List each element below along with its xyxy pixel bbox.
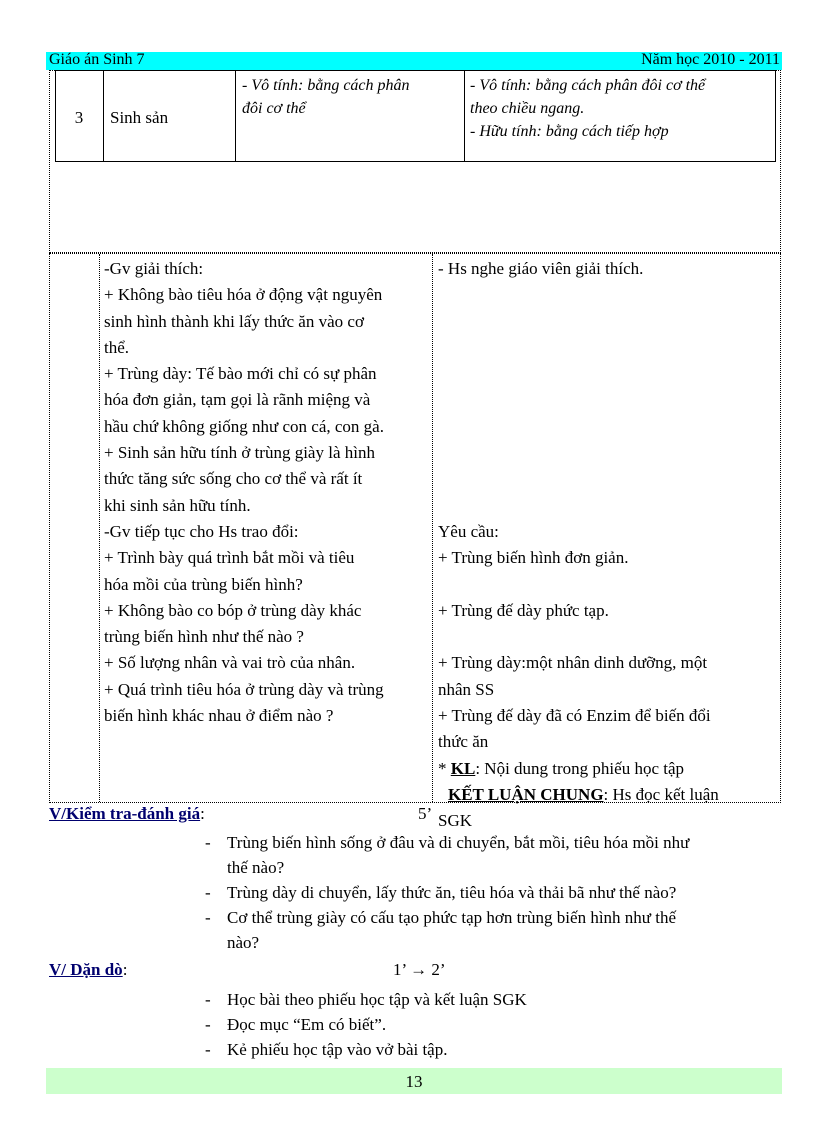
col-divider — [235, 71, 236, 161]
text-line: + Quá trình tiêu hóa ở trùng dày và trùng — [104, 679, 384, 699]
homework-title: V/ Dặn dò — [49, 960, 123, 979]
text-line: + Số lượng nhân và vai trò của nhân. — [104, 653, 356, 673]
text-line: trùng biến hình như thế nào ? — [104, 627, 304, 647]
question-item — [205, 880, 770, 905]
paramecium-reproduction — [470, 74, 705, 143]
col-divider — [464, 71, 465, 161]
conclusion-label: KẾT LUẬN CHUNG — [448, 784, 604, 804]
text-line: hầu chứ không giống như con cá, con gà. — [104, 416, 384, 436]
text-line: -Gv tiếp tục cho Hs trao đổi: — [104, 521, 299, 541]
assessment-colon: : — [200, 804, 205, 823]
text-line: khi sinh sản hữu tính. — [104, 495, 251, 515]
page-number: 13 — [46, 1068, 782, 1094]
homework-list — [205, 987, 770, 1062]
conclusion-line — [438, 782, 719, 808]
text-line — [438, 387, 719, 413]
col-divider — [103, 71, 104, 161]
text-line — [438, 572, 719, 598]
question-item — [205, 905, 770, 955]
question-line: - Trùng biến hình sống ở đâu và di chuyển, bắt mồi, tiêu hóa mồi như — [227, 833, 690, 852]
text-line: + Trùng đế dày đã có Enzim để biến đổi — [438, 706, 711, 726]
kl-label: KL — [450, 758, 476, 778]
text-line — [438, 361, 719, 387]
conclusion-text: : Hs đọc kết luận — [603, 784, 719, 804]
text-line: hóa đơn giản, tạm gọi là rãnh miệng và — [104, 390, 371, 410]
kl-prefix: * — [438, 758, 451, 778]
text-line: + Trình bày quá trình bắt mồi và tiêu — [104, 548, 355, 568]
amoeba-reproduction — [242, 74, 410, 120]
text-line: thể. — [104, 337, 130, 357]
question-line: nào? — [227, 933, 260, 952]
text-line: nhân SS — [438, 679, 495, 699]
header-year: Năm học 2010 - 2011 — [641, 51, 780, 68]
student-activity — [438, 256, 719, 835]
cell-line: - Vô tính: bằng cách phân đôi cơ thể — [470, 77, 706, 94]
kl-line — [438, 756, 719, 782]
text-line: sinh hình thành khi lấy thức ăn vào cơ — [104, 311, 364, 331]
homework-item: - Kẻ phiếu học tập vào vở bài tập. — [205, 1037, 770, 1062]
text-line: + Sinh sản hữu tính ở trùng giày là hình — [104, 443, 375, 463]
cell-line: đôi cơ thể — [242, 100, 306, 117]
text-line — [438, 624, 719, 650]
homework-heading — [49, 960, 127, 980]
text-line — [438, 493, 719, 519]
col-divider — [432, 254, 433, 802]
homework-time: 1’ → 2’ — [393, 960, 446, 979]
assessment-time: 5’ — [418, 804, 433, 823]
cell-line: - Vô tính: bằng cách phân — [242, 77, 410, 94]
question-line: - Cơ thể trùng giày có cấu tạo phức tạp hơn trùng biến hình như thế — [227, 908, 677, 927]
teacher-activity — [104, 256, 384, 729]
text-line: thức tăng sức sống cho cơ thể và rất ít — [104, 469, 363, 489]
homework-colon: : — [122, 960, 128, 979]
row-name: Sinh sản — [110, 108, 169, 127]
row-number: 3 — [74, 108, 84, 127]
text-line: hóa mồi của trùng biến hình? — [104, 574, 303, 594]
text-line: biến hình khác nhau ở điểm nào ? — [104, 706, 334, 726]
text-line: + Không bào co bóp ở trùng dày khác — [104, 600, 362, 620]
text-line — [438, 335, 719, 361]
text-line — [438, 414, 719, 440]
text-line — [438, 440, 719, 466]
text-line: + Trùng dày:một nhân dinh dưỡng, một — [438, 653, 708, 673]
assessment-heading — [49, 804, 205, 824]
text-line: thức ăn — [438, 732, 489, 752]
text-line: + Trùng dày: Tế bào mới chỉ có sự phân — [104, 364, 377, 384]
homework-item: - Đọc mục “Em có biết”. — [205, 1012, 770, 1037]
col-divider — [99, 254, 100, 802]
cell-line: - Hữu tính: bằng cách tiếp hợp — [470, 123, 669, 140]
text-line: -Gv giải thích: — [104, 259, 204, 278]
text-line: Yêu cầu: — [438, 521, 499, 541]
text-line: - Hs nghe giáo viên giải thích. — [438, 259, 644, 278]
text-line — [438, 282, 719, 308]
text-line: + Không bào tiêu hóa ở động vật nguyên — [104, 285, 383, 305]
question-line: - Trùng dày di chuyển, lấy thức ăn, tiêu hóa và thải bã như thế nào? — [227, 883, 677, 902]
question-item — [205, 830, 770, 880]
text-line — [438, 309, 719, 335]
homework-item: - Học bài theo phiếu học tập và kết luận SGK — [205, 987, 770, 1012]
conclusion-line-2: SGK — [438, 811, 473, 831]
header-subject: Giáo án Sinh 7 — [49, 51, 145, 68]
text-line: + Trùng biến hình đơn giản. — [438, 548, 629, 568]
text-line — [438, 466, 719, 492]
question-line: thế nào? — [227, 858, 285, 877]
text-line: + Trùng đế dày phức tạp. — [438, 600, 609, 620]
cell-line: theo chiều ngang. — [470, 100, 585, 117]
kl-text: : Nội dung trong phiếu học tập — [475, 758, 685, 778]
assessment-questions — [205, 830, 770, 955]
assessment-title: V/Kiểm tra-đánh giá — [49, 804, 201, 823]
